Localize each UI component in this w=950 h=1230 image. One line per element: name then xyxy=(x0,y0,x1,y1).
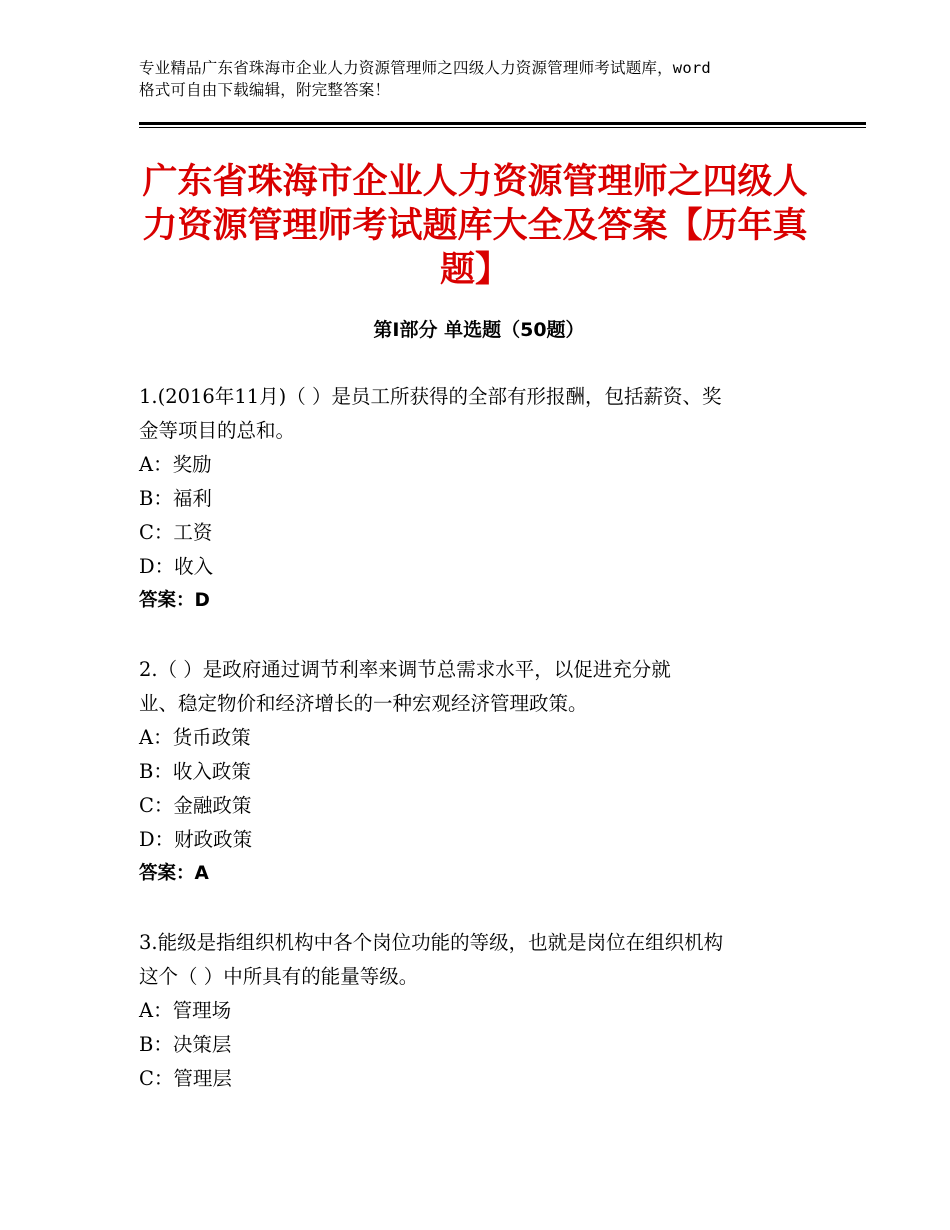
document-title-line-2: 力资源管理师考试题库大全及答案【历年真 xyxy=(142,206,808,246)
question-2 xyxy=(139,653,809,891)
option-d: D：财政政策 xyxy=(139,828,253,851)
question-stem-line-2: 这个（ ）中所具有的能量等级。 xyxy=(139,965,419,988)
option-c: C：金融政策 xyxy=(139,794,252,817)
document-title-line-1: 广东省珠海市企业人力资源管理师之四级人 xyxy=(142,162,808,202)
question-1 xyxy=(139,380,809,618)
option-b: B：收入政策 xyxy=(139,760,251,783)
header-note-line-2: 格式可自由下载编辑，附完整答案！ xyxy=(139,81,391,99)
document-title-line-3: 题】 xyxy=(439,250,510,290)
header-divider-thin xyxy=(139,127,866,128)
question-stem-line-2: 金等项目的总和。 xyxy=(139,419,296,442)
question-3 xyxy=(139,926,809,1096)
option-d: D：收入 xyxy=(139,555,214,578)
header-divider-thick xyxy=(139,122,866,125)
document-title xyxy=(130,160,820,292)
question-stem-line-1: 3.能级是指组织机构中各个岗位功能的等级，也就是岗位在组织机构 xyxy=(139,931,724,954)
question-stem-line-2: 业、稳定物价和经济增长的一种宏观经济管理政策。 xyxy=(139,692,588,715)
option-b: B：福利 xyxy=(139,487,212,510)
header-note xyxy=(139,57,819,101)
section-title: 第Ⅰ部分 单选题（50题） xyxy=(373,319,585,341)
option-c: C：工资 xyxy=(139,521,213,544)
header-note-line-1: 专业精品广东省珠海市企业人力资源管理师之四级人力资源管理师考试题库，word xyxy=(139,59,711,77)
option-a: A：货币政策 xyxy=(139,726,251,749)
option-c: C：管理层 xyxy=(139,1067,232,1090)
answer: 答案：A xyxy=(139,863,209,884)
option-a: A：管理场 xyxy=(139,999,232,1022)
question-stem-line-1: 1.(2016年11月)（ ）是员工所获得的全部有形报酬，包括薪资、奖 xyxy=(139,385,722,408)
option-b: B：决策层 xyxy=(139,1033,232,1056)
question-stem-line-1: 2.（ ）是政府通过调节利率来调节总需求水平，以促进充分就 xyxy=(139,658,671,681)
option-a: A：奖励 xyxy=(139,453,212,476)
answer: 答案：D xyxy=(139,590,210,611)
